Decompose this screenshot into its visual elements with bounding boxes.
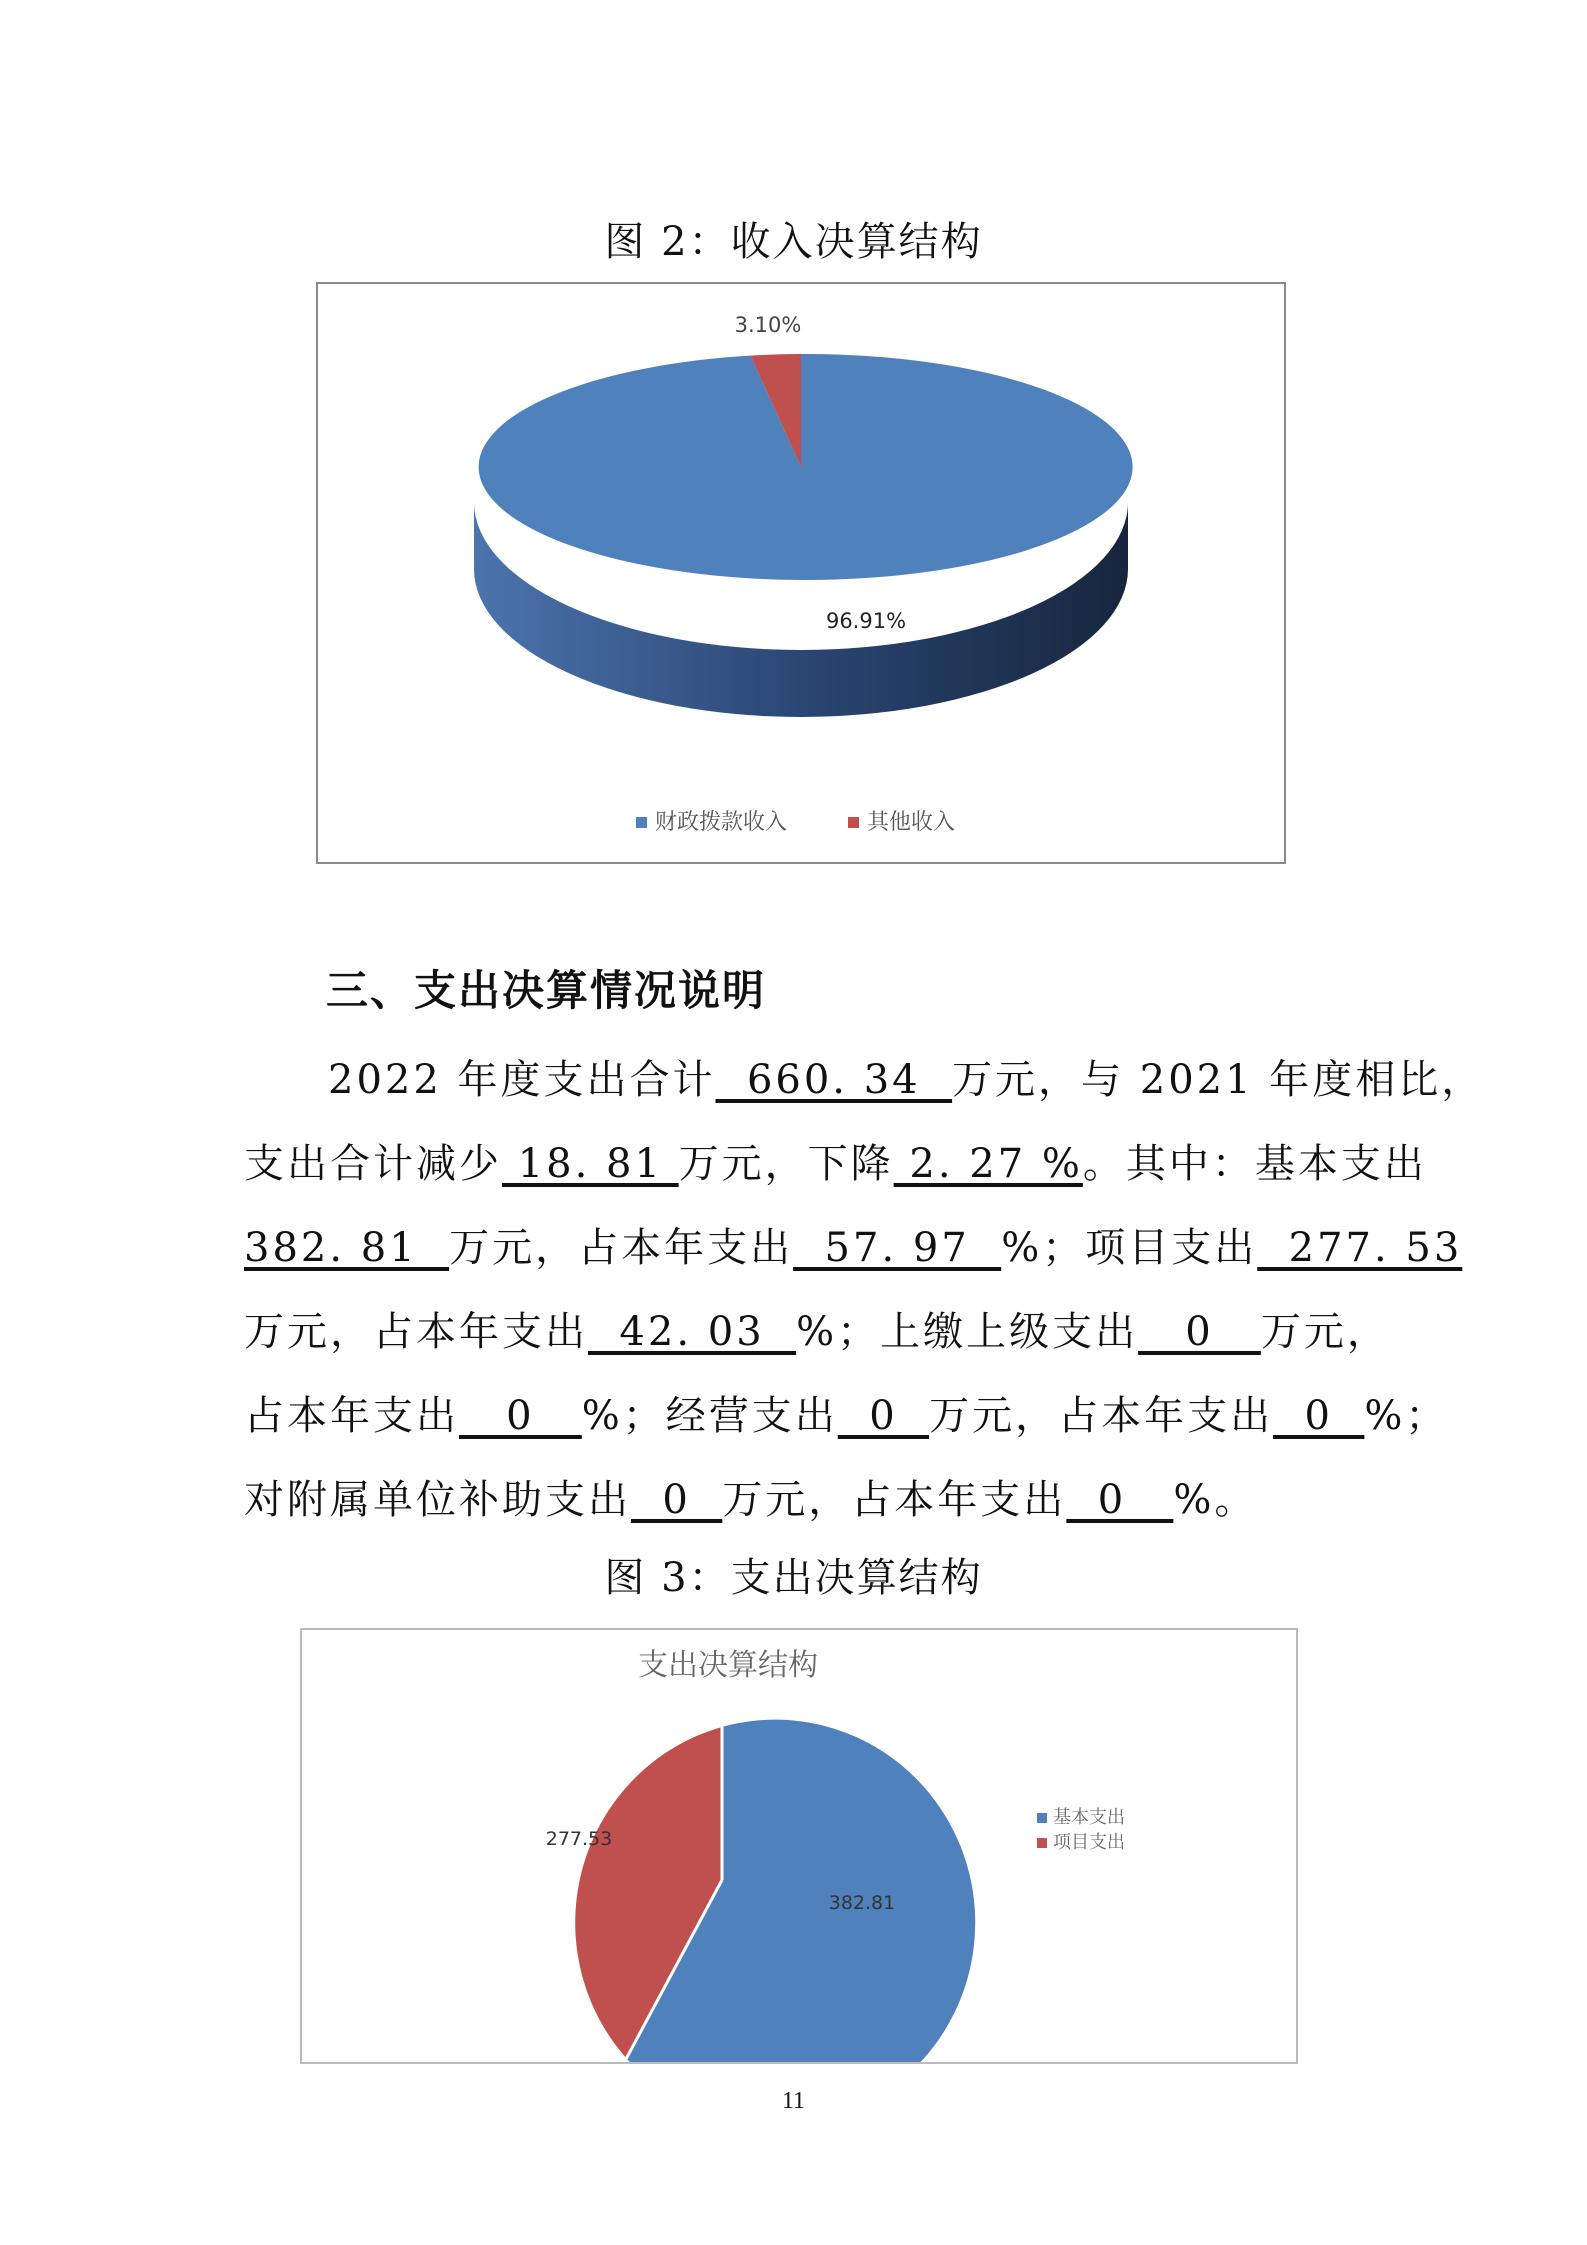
label-basic-expenditure: 382.81 [828,1892,896,1914]
decrease-percent: 2. 27 % [893,1141,1083,1187]
paragraph-line-4: 万元，占本年支出 42. 03 %；上缴上级支出 0 万元， [244,1309,1390,1355]
legend-label-project: 项目支出 [1053,1832,1125,1853]
legend-label-basic: 基本支出 [1053,1807,1125,1828]
subsidy-expenditure-value: 0 [631,1477,723,1523]
label-fiscal-income: 96.91% [825,609,907,633]
legend-swatch-fiscal [636,817,647,828]
business-expenditure-percent: 0 [1273,1393,1365,1439]
slice-fiscal-income [479,354,1133,580]
expenditure-paragraph [244,1038,1485,1542]
section-heading: 三、支出决算情况说明 [326,966,767,1015]
basic-expenditure-value: 382. 81 [244,1225,450,1271]
decrease-value: 18. 81 [502,1141,679,1187]
label-other-income: 3.10% [734,313,802,337]
business-expenditure-value: 0 [837,1393,930,1439]
upper-expenditure-value: 0 [1138,1309,1261,1355]
legend-label-fiscal: 财政拨款收入 [655,810,788,835]
basic-expenditure-percent: 57. 97 [793,1225,1002,1271]
total-expenditure-value: 660. 34 [715,1057,953,1103]
legend-label-other: 其他收入 [867,810,956,835]
legend-swatch-other [848,817,859,828]
upper-expenditure-percent: 0 [459,1393,582,1439]
income-pie-chart [318,284,1284,862]
paragraph-line-3: 382. 81 万元，占本年支出 57. 97 %；项目支出 277. 53 [244,1225,1463,1271]
subsidy-expenditure-percent: 0 [1066,1477,1174,1523]
expenditure-chart-container [300,1628,1298,2064]
label-project-expenditure: 277.53 [545,1828,613,1850]
expenditure-pie-chart [302,1630,1296,2062]
project-expenditure-percent: 42. 03 [588,1309,797,1355]
paragraph-line-2: 支出合计减少 18. 81 万元，下降 2. 27 %。其中：基本支出 [244,1141,1427,1187]
figure2-caption: 图 2：收入决算结构 [604,219,983,265]
figure3-caption: 图 3：支出决算结构 [604,1555,983,1601]
project-expenditure-value: 277. 53 [1257,1225,1463,1271]
paragraph-line-1: 2022 年度支出合计 660. 34 万元，与 2021 年度相比， [328,1057,1485,1103]
chart-title: 支出决算结构 [638,1648,818,1683]
paragraph-line-5: 占本年支出 0 %；经营支出 0 万元，占本年支出 0 %； [244,1393,1449,1439]
paragraph-line-6: 对附属单位补助支出 0 万元，占本年支出 0 %。 [244,1477,1258,1523]
legend-swatch-project [1037,1838,1047,1848]
legend-swatch-basic [1037,1813,1047,1823]
income-chart-container [316,282,1286,864]
page-number: 11 [781,2088,806,2114]
